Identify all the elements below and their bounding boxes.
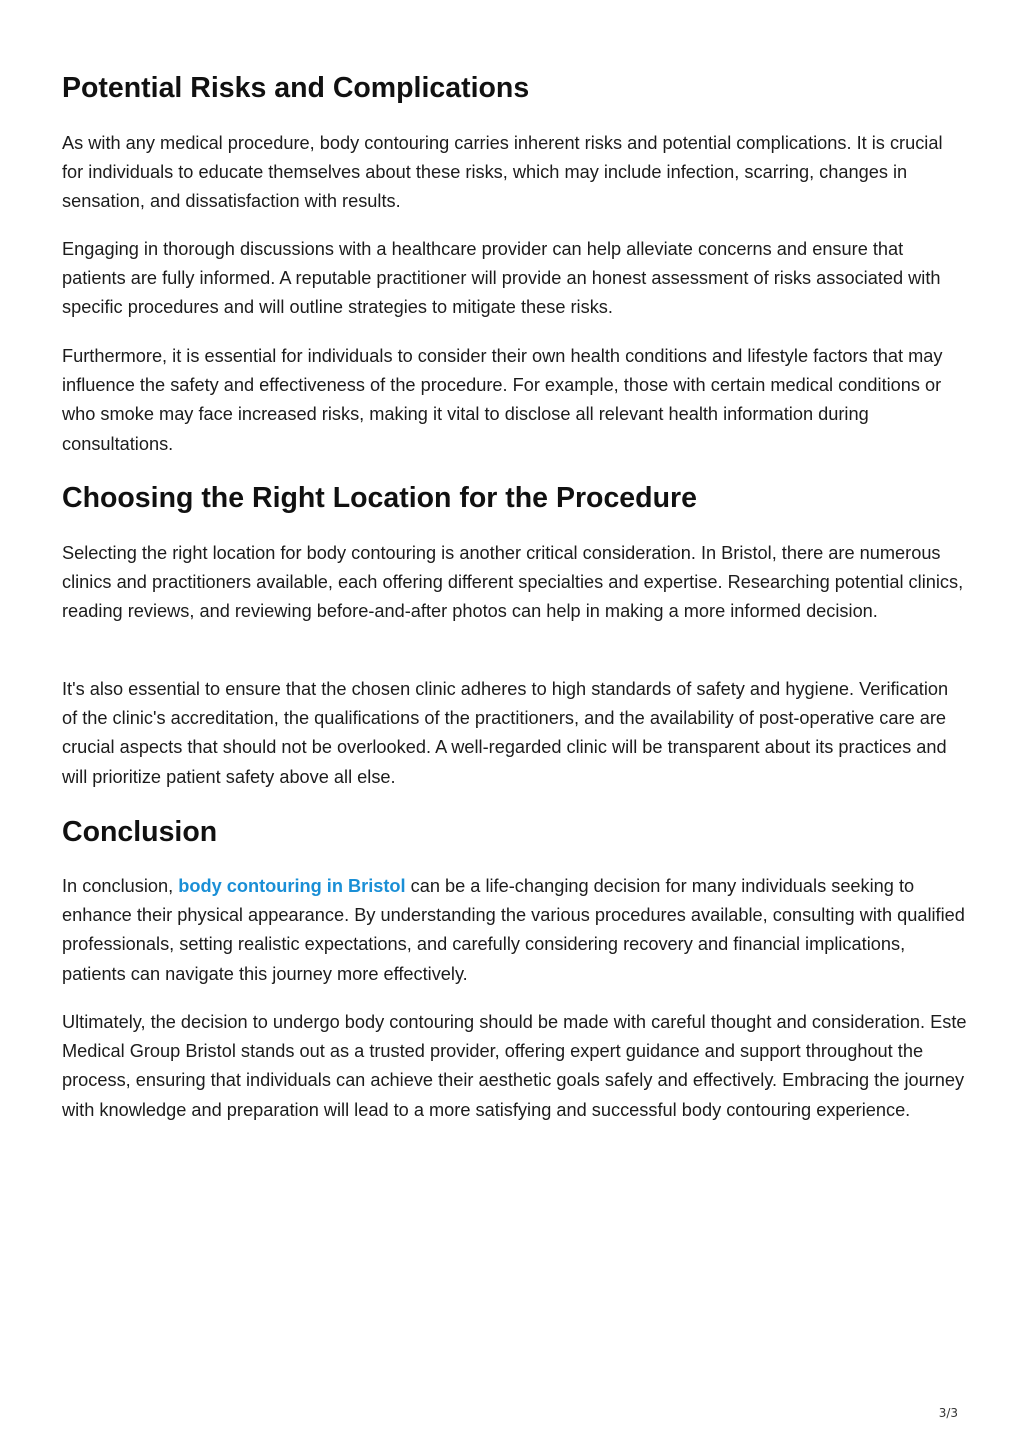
section-heading-location: Choosing the Right Location for the Procedure <box>62 482 697 514</box>
location-paragraph-2: It's also essential to ensure that the chosen clinic adheres to high standards of safety and hygiene. Verification of the clinic's accreditation, the qualifications of the practitioners, and the availability of post-operative care are crucial aspects that should not be overlooked. A well-regarded clinic will be transparent about its practices and will prioritize patient safety above all else. <box>62 679 949 787</box>
body-contouring-bristol-link[interactable]: body contouring in Bristol <box>178 876 406 896</box>
section-heading-conclusion: Conclusion <box>62 816 218 848</box>
section-heading-risks: Potential Risks and Complications <box>62 72 530 104</box>
conclusion-text-start: In conclusion, <box>62 876 179 896</box>
conclusion-paragraph-1 <box>62 872 967 989</box>
risks-paragraph-3: Furthermore, it is essential for individuals to consider their own health conditions and lifestyle factors that may influence the safety and effectiveness of the procedure. For example, those with certain medical conditions or who smoke may face increased risks, making it vital to disclose all relevant health information during consultations. <box>62 346 943 454</box>
risks-paragraph-1: As with any medical procedure, body contouring carries inherent risks and potential complications. It is crucial for individuals to educate themselves about these risks, which may include infection, scarring, changes in sensation, and dissatisfaction with results. <box>62 133 943 212</box>
conclusion-paragraph-2: Ultimately, the decision to undergo body contouring should be made with careful thought and consideration. Este Medical Group Bristol stands out as a trusted provider, offering expert guidance and support throughout the process, ensuring that individuals can achieve their aesthetic goals safely and effectively. Embracing the journey with knowledge and preparation will lead to a more satisfying and successful body contouring experience. <box>62 1012 967 1120</box>
page-number: 3/3 <box>938 1406 958 1420</box>
conclusion-text-rest: can be a life-changing decision for many individuals seeking to enhance their physical appearance. By understanding the various procedures available, consulting with qualified professionals, setting realistic expectations, and carefully considering recovery and financial implications, patients can navigate this journey more effectively. <box>62 876 965 984</box>
location-paragraph-1: Selecting the right location for body contouring is another critical consideration. In Bristol, there are numerous clinics and practitioners available, each offering different specialties and expertise. Researching potential clinics, reading reviews, and reviewing before-and-after photos can help in making a more informed decision. <box>62 543 964 622</box>
risks-paragraph-2: Engaging in thorough discussions with a healthcare provider can help alleviate concerns and ensure that patients are fully informed. A reputable practitioner will provide an honest assessment of risks associated with specific procedures and will outline strategies to mitigate these risks. <box>62 239 941 318</box>
